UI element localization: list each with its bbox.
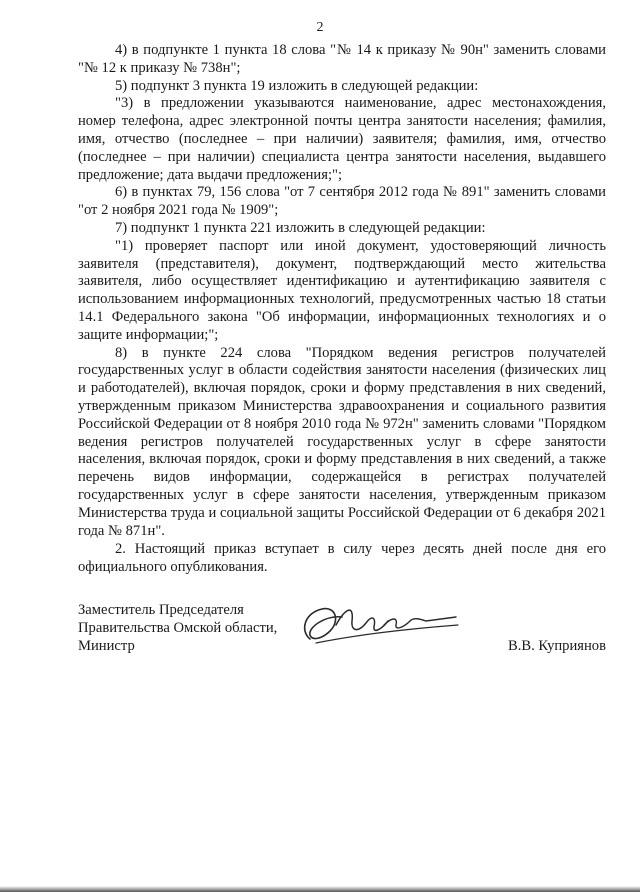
- paragraph-item-6: 6) в пунктах 79, 156 слова "от 7 сентября 2012 года № 891" заменить словами "от 2 ноября 2021 года № 1909";: [78, 184, 606, 219]
- paragraph-effective-date: 2. Настоящий приказ вступает в силу через десять дней после дня его официального опубликования.: [78, 541, 606, 576]
- handwritten-signature: [296, 595, 466, 655]
- paragraph-item-7: 7) подпункт 1 пункта 221 изложить в следующей редакции:: [115, 219, 486, 236]
- document-body: [78, 42, 606, 577]
- scan-bottom-edge: [0, 886, 640, 892]
- signatory-position: [78, 601, 308, 655]
- paragraph-item-4: 4) в подпункте 1 пункта 18 слова "№ 14 к приказу № 90н" заменить словами "№ 12 к приказу № 738н";: [78, 42, 606, 76]
- page-number: 2: [316, 20, 324, 35]
- paragraph-item-8: 8) в пункте 224 слова "Порядком ведения регистров получателей государственных услуг в области содействия занятости населения (физических лиц и работодателей), включая порядок, сроки и форму представления в них сведений, утвержденным приказом Министерства здравоохранения и социального развития Российской Федерации от 8 ноября 2010 года № 972н" заменить словами "Порядком ведения регистров получателей государственных услуг в сфере занятости населения, включая порядок, сроки и форму представления в них сведений, а также перечень видов информации, содержащейся в регистрах получателей государственных услуг в сфере занятости населения, утвержденным приказом Министерства труда и социальной защиты Российской Федерации от 6 декабря 2021 года № 871н".: [78, 344, 606, 539]
- paragraph-quote-3: "3) в предложении указываются наименование, адрес местонахождения, номер телефона, адрес электронной почты центра занятости населения; фамилия, имя, отчество (последнее – при наличии) заявителя; фамилия, имя, отчество (последнее – при наличии) специалиста центра занятости населения, выдавшего предложение; дата выдачи предложения;";: [78, 95, 606, 183]
- paragraph-quote-1: "1) проверяет паспорт или иной документ, удостоверяющий личность заявителя (представителя), документ, подтверждающий место жительства заявителя, либо осуществляет идентификацию и аутентификацию заявителя с использованием информационных технологий, предусмотренных частью 18 статьи 14.1 Федерального закона "Об информации, информационных технологиях и о защите информации;";: [78, 237, 606, 343]
- signatory-line-2: Правительства Омской области,: [78, 620, 278, 636]
- signatory-line-1: Заместитель Председателя: [78, 602, 244, 618]
- signatory-line-3: Министр: [78, 638, 135, 654]
- signatory-name: В.В. Куприянов: [508, 638, 606, 654]
- paragraph-item-5: 5) подпункт 3 пункта 19 изложить в следующей редакции:: [115, 77, 479, 94]
